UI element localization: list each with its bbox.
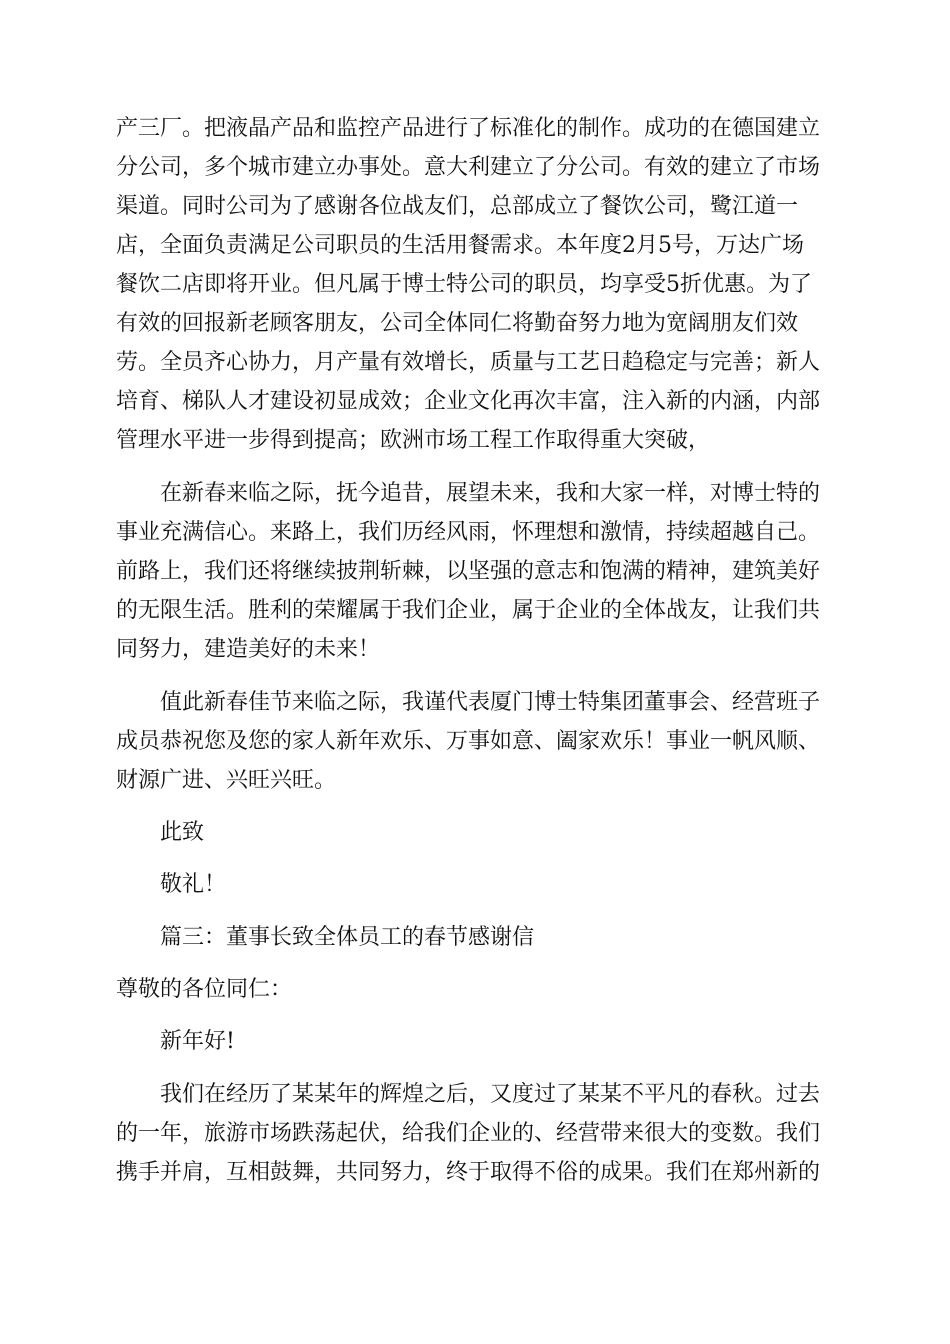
text-line: 前路上，我们还将继续披荆斩棘，以坚强的意志和饱满的精神，建筑美好 (116, 559, 821, 584)
text-line: 分公司，多个城市建立办事处。意大利建立了分公司。有效的建立了市场 (116, 155, 821, 180)
closing-salutation: 此致 (160, 820, 205, 845)
paragraph-start-line: 值此新春佳节来临之际，我谨代表厦门博士特集团董事会、经营班子 (160, 690, 821, 715)
closing-regards: 敬礼！ (160, 872, 227, 897)
paragraph-start-line: 我们在经历了某某年的辉煌之后，又度过了某某不平凡的春秋。过去 (160, 1082, 821, 1107)
letter-greeting: 尊敬的各位同仁： (116, 977, 293, 1002)
text-line: 餐饮二店即将开业。但凡属于博士特公司的职员，均享受5折优惠。为了 (116, 272, 812, 297)
text-line: 事业充满信心。来路上，我们历经风雨，怀理想和激情，持续超越自己。 (116, 520, 821, 545)
new-year-greeting: 新年好! (160, 1029, 235, 1054)
section-heading: 篇三：董事长致全体员工的春节感谢信 (160, 925, 535, 950)
text-line: 成员恭祝您及您的家人新年欢乐、万事如意、阖家欢乐！事业一帆风顺、 (116, 729, 821, 754)
paragraph-start-line: 在新春来临之际，抚今追昔，展望未来，我和大家一样，对博士特的 (160, 481, 821, 506)
text-line: 店，全面负责满足公司职员的生活用餐需求。本年度2月5号，万达广场 (116, 233, 804, 258)
text-line: 培育、梯队人才建设初显成效；企业文化再次丰富，注入新的内涵，内部 (116, 389, 821, 414)
text-line: 财源广进、兴旺兴旺。 (116, 768, 337, 793)
text-line: 渠道。同时公司为了感谢各位战友们，总部成立了餐饮公司，鹭江道一 (116, 194, 799, 219)
text-line: 产三厂。把液晶产品和监控产品进行了标准化的制作。成功的在德国建立 (116, 116, 821, 141)
text-line: 有效的回报新老顾客朋友，公司全体同仁将勤奋努力地为宽阔朋友们效 (116, 311, 799, 336)
text-line: 同努力，建造美好的未来！ (116, 637, 381, 662)
text-line: 劳。全员齐心协力，月产量有效增长，质量与工艺日趋稳定与完善；新人 (116, 350, 821, 375)
text-line: 管理水平进一步得到提高；欧洲市场工程工作取得重大突破， (116, 428, 711, 453)
text-line: 的无限生活。胜利的荣耀属于我们企业，属于企业的全体战友，让我们共 (116, 598, 821, 623)
text-line: 携手并肩，互相鼓舞，共同努力，终于取得不俗的成果。我们在郑州新的 (116, 1160, 821, 1185)
text-line: 的一年，旅游市场跌荡起伏，给我们企业的、经营带来很大的变数。我们 (116, 1121, 821, 1146)
